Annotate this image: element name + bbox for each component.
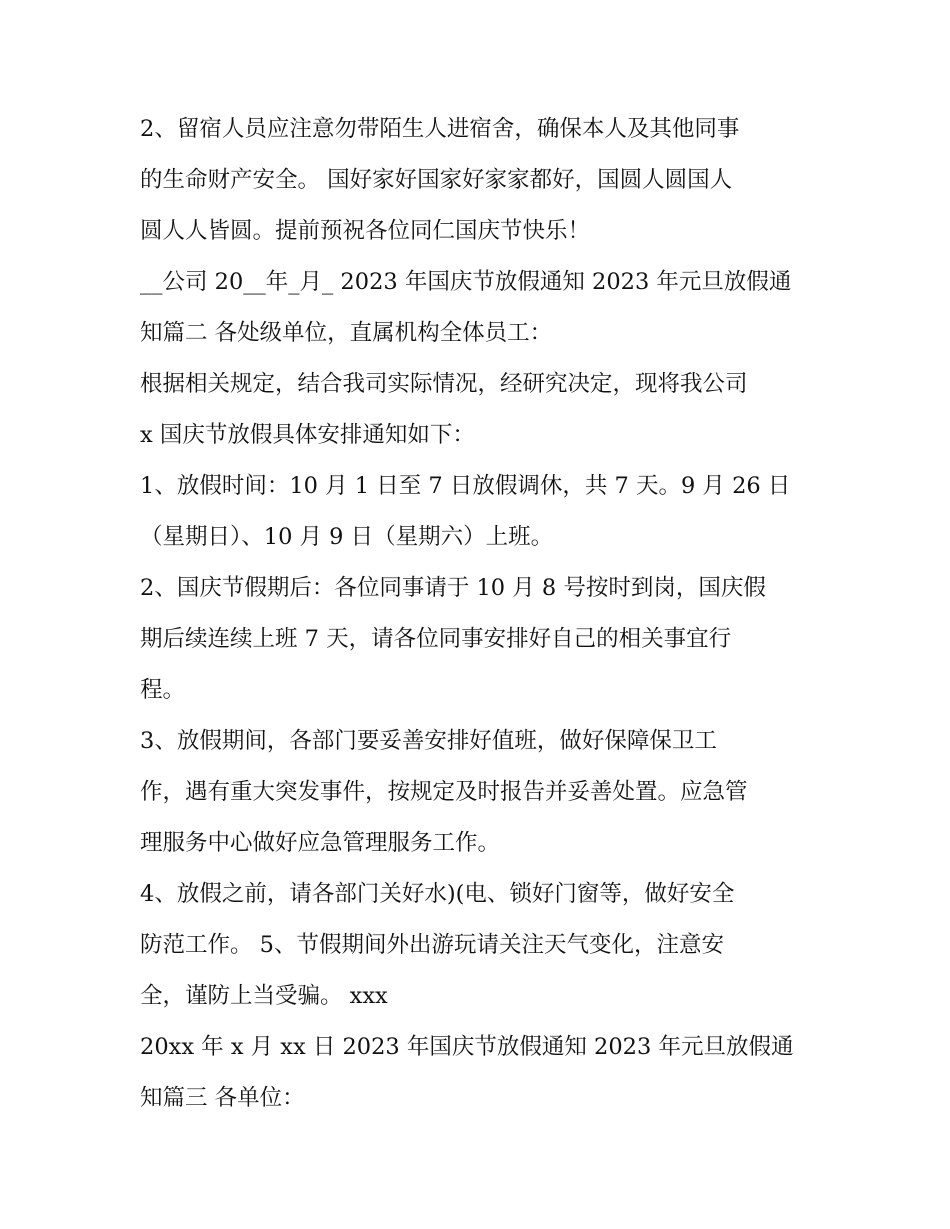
text-line: 期后续连续上班 7 天，请各位同事安排好自己的相关事宜行 bbox=[140, 626, 732, 652]
text-line: 的生命财产安全。 国好家好国家好家家都好，国圆人圆国人 bbox=[140, 167, 733, 193]
text-line: 知篇二 各处级单位，直属机构全体员工： bbox=[140, 320, 553, 346]
text-line: 2、国庆节假期后：各位同事请于 10 月 8 号按时到岗，国庆假 bbox=[140, 575, 766, 601]
text-line: 知篇三 各单位： bbox=[140, 1085, 305, 1111]
text-line: 根据相关规定，结合我司实际情况，经研究决定，现将我公司 bbox=[140, 371, 748, 397]
text-line: 全，谨防上当受骗。 xxx bbox=[140, 983, 388, 1009]
text-line: 作，遇有重大突发事件，按规定及时报告并妥善处置。应急管 bbox=[140, 779, 748, 805]
text-line: __公司 20__年_月_ 2023 年国庆节放假通知 2023 年元旦放假通 bbox=[140, 269, 792, 295]
text-line: 2、留宿人员应注意勿带陌生人进宿舍，确保本人及其他同事 bbox=[140, 116, 740, 142]
text-line: （星期日）、10 月 9 日（星期六）上班。 bbox=[140, 524, 554, 550]
text-line: 4、放假之前，请各部门关好水)(电、锁好门窗等，做好安全 bbox=[140, 881, 735, 907]
text-line: 防范工作。 5、节假期间外出游玩请关注天气变化，注意安 bbox=[140, 932, 724, 958]
text-line: 3、放假期间，各部门要妥善安排好值班，做好保障保卫工 bbox=[140, 728, 717, 754]
text-line: 1、放假时间：10 月 1 日至 7 日放假调休，共 7 天。9 月 26 日 bbox=[140, 473, 791, 499]
text-line: 20xx 年 x 月 xx 日 2023 年国庆节放假通知 2023 年元旦放假通 bbox=[140, 1034, 794, 1060]
text-line: 圆人人皆圆。提前预祝各位同仁国庆节快乐！ bbox=[140, 218, 591, 244]
text-line: 程。 bbox=[140, 677, 186, 703]
text-line: x 国庆节放假具体安排通知如下： bbox=[140, 422, 475, 448]
text-line: 理服务中心做好应急管理服务工作。 bbox=[140, 830, 501, 856]
